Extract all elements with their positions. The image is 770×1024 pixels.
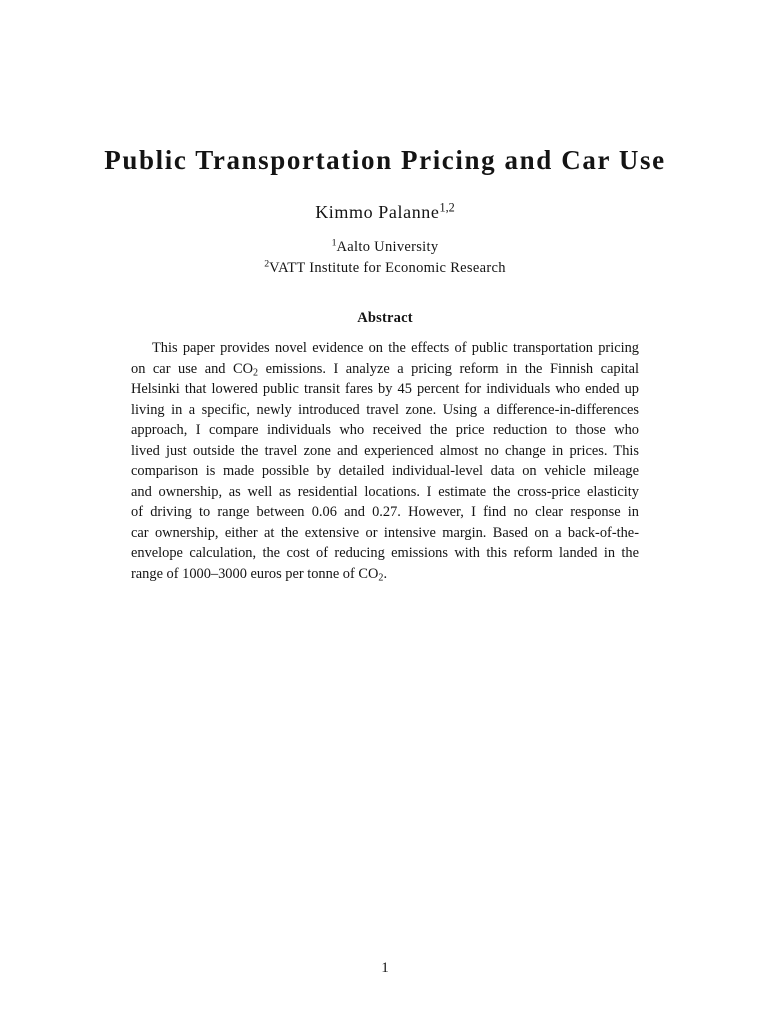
abstract-line-2-start: on car use and CO (131, 360, 254, 377)
abstract-line-12-start: range of 1000–3000 euros per tonne of CO (131, 565, 379, 582)
abstract-line-10: car ownership, either at the extensive or intensive margin. Based on a back-of-the- (131, 524, 639, 541)
abstract-line-7: comparison is made possible by detailed individual-level data on vehicle mileage (131, 463, 639, 479)
affiliation-2-mark: 2 (264, 258, 270, 270)
affiliation-2 (0, 258, 770, 278)
affiliation-2-name: VATT Institute for Economic Research (269, 260, 506, 276)
abstract-line-5: approach, I compare individuals who received the price reduction to those who (131, 422, 639, 438)
abstract-line-6: lived just outside the travel zone and experienced almost no change in prices. This (131, 442, 639, 459)
abstract-line-2-end: emissions. I analyze a pricing reform in the Finnish capital (258, 360, 640, 377)
co2-subscript: 2 (378, 572, 384, 584)
co2-subscript: 2 (253, 367, 259, 379)
affiliation-1-name: Aalto University (336, 239, 439, 255)
abstract-line-4: living in a specific, newly introduced travel zone. Using a difference-in-differences (131, 401, 639, 418)
page-number: 1 (381, 960, 389, 976)
affiliation-1 (0, 237, 770, 257)
abstract-heading: Abstract (357, 310, 413, 326)
affiliation-1-mark: 1 (331, 237, 337, 249)
author-line (0, 200, 770, 224)
abstract-line-2 (131, 359, 639, 380)
paper-title: Public Transportation Pricing and Car Use (104, 145, 666, 175)
author-name: Kimmo Palanne (315, 202, 440, 222)
abstract-line-9: of driving to range between 0.06 and 0.27. However, I find no clear response in (131, 504, 639, 520)
abstract-body (131, 338, 639, 584)
abstract-line-3: Helsinki that lowered public transit fares by 45 percent for individuals who ended up (131, 381, 639, 397)
abstract-line-11: envelope calculation, the cost of reducing emissions with this reform landed in the (131, 545, 639, 561)
abstract-line-1: This paper provides novel evidence on the effects of public transportation pricing (152, 340, 639, 356)
abstract-line-8: and ownership, as well as residential locations. I estimate the cross-price elasticity (131, 483, 639, 500)
abstract-line-12-end: . (383, 565, 388, 582)
abstract-line-12 (131, 564, 639, 585)
author-affiliation-marks: 1,2 (439, 200, 455, 215)
